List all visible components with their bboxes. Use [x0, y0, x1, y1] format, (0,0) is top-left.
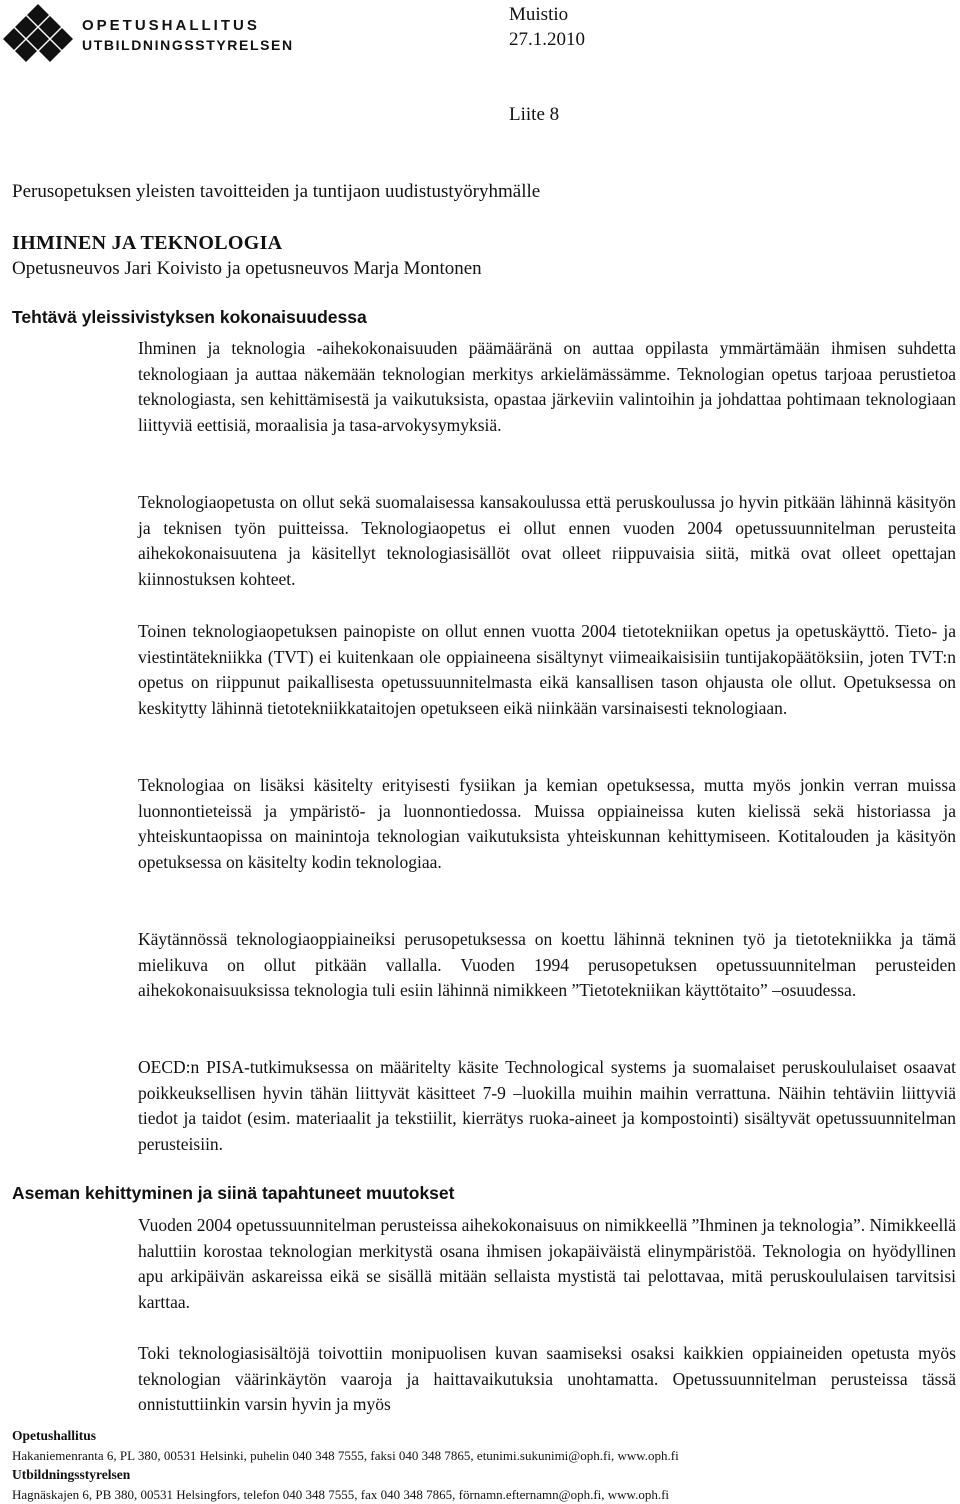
paragraph: Toki teknologiasisältöjä toivottiin monipuolisen kuvan saamiseksi osaksi kaikkien oppiaineiden opetusta myös teknologian väärinkäytön vaaroja ja haittavaikutuksia unohtamatta. Opetussuunnitelman perusteissa tässä onnistuttiinkin varsin hyvin ja myös: [138, 1343, 956, 1415]
footer-org-sv: Utbildningsstyrelsen: [12, 1467, 131, 1482]
footer-address-fi: Hakaniemenranta 6, PL 380, 00531 Helsinki, puhelin 040 348 7555, faksi 040 348 7865, etunimi.sukunimi@oph.fi, www.oph.fi: [12, 1447, 679, 1463]
paragraph: OECD:n PISA-tutkimuksessa on määritelty käsite Technological systems ja suomalaiset peruskoululaiset osaavat poikkeuksellisen hyvin tähän liittyvät käsitteet 7-9 –luokilla muihin maihin verrattuna. Näihin tehtäviin liittyviä tiedot ja taidot (esim. materiaalit ja tekstiilit, kierrätys ruoka-aineet ja kompostointi) sisältyvät opetussuunnitelman perusteisiin.: [138, 1057, 956, 1154]
recipient-line: Perusopetuksen yleisten tavoitteiden ja tuntijaon uudistustyöryhmälle: [12, 181, 541, 202]
paragraph: Käytännössä teknologiaoppiaineiksi perusopetuksessa on koettu lähinnä tekninen työ ja tietotekniikka ja tämä mielikuva on ollut pitkään vallalla. Vuoden 1994 perusopetuksen opetussuunnitelman perusteiden aihekokonaisuuksissa teknologia tuli esiin lähinnä nimikkeen ”Tietotekniikan käyttötaito” –osuudessa.: [138, 929, 956, 1001]
paragraph: Teknologiaa on lisäksi käsitelty erityisesti fysiikan ja kemian opetuksessa, mutta myös jonkin verran muissa luonnontieteissä ja ympäristö- ja luonnontiedossa. Muissa oppiaineissa kuten kielissä sekä historiassa ja yhteiskuntaopissa on mainintoja teknologian vaikutuksista yhteiskunnan kehittymiseen. Kotitalouden ja käsityön opetuksessa on käsitelty kodin teknologiaa.: [138, 775, 956, 872]
paragraph: Teknologiaopetusta on ollut sekä suomalaisessa kansakoulussa että peruskoulussa jo hyvin pitkään lähinnä käsityön ja teknisen työn puitteissa. Teknologiaopetus ei ollut ennen vuoden 2004 opetussuunnitelman perusteita aihekokonaisuutena ja käsitellyt teknologiasisällöt ovat olleet riippuvaisia siitä, mitkä ovat olleet opettajan kiinnostuksen kohteet.: [138, 492, 956, 589]
diamond-grid-logo-icon: [2, 3, 74, 65]
document-date: 27.1.2010: [509, 29, 585, 50]
page-footer: [12, 1426, 952, 1504]
paragraph: Ihminen ja teknologia -aihekokonaisuuden päämääränä on auttaa oppilasta ymmärtämään ihmisen suhdetta teknologiaan ja auttaa näkemään teknologian merkitys arkielämässämme. Teknologian opetus tarjoaa perustietoa teknologiasta, sen kehittämisestä ja vaikutuksista, opastaa järkeviin valintoihin ja johdattaa pohtimaan teknologiaan liittyviä eettisiä, moraalisia ja tasa-arvokysymyksiä.: [138, 338, 956, 435]
authors-line: Opetusneuvos Jari Koivisto ja opetusneuvos Marja Montonen: [12, 258, 482, 279]
footer-address-sv: Hagnäskajen 6, PB 380, 00531 Helsingfors, telefon 040 348 7555, fax 040 348 7865, förnamn.efternamn@oph.fi, www.oph.fi: [12, 1486, 670, 1502]
logo-text-secondary: UTBILDNINGSSTYRELSEN: [82, 37, 294, 53]
topic-title: IHMINEN JA TEKNOLOGIA: [12, 232, 283, 254]
appendix-label: Liite 8: [509, 104, 560, 125]
document-type: Muistio: [509, 4, 569, 25]
section-heading: Tehtävä yleissivistyksen kokonaisuudessa: [12, 307, 367, 327]
paragraph: Vuoden 2004 opetussuunnitelman perusteissa aihekokonaisuus on nimikkeellä ”Ihminen ja teknologia”. Nimikkeellä haluttiin korostaa teknologian merkitystä osana ihmisen jokapäiväistä elinympäristöä. Teknologia on hyödyllinen apu arkipäivän askareissa eikä se sisällä mitään sellaista mystistä tai pelottavaa, mitä peruskoululaisen tarvitsisi karttaa.: [138, 1215, 956, 1312]
footer-org-fi: Opetushallitus: [12, 1428, 97, 1443]
paragraph: Toinen teknologiaopetuksen painopiste on ollut ennen vuotta 2004 tietotekniikan opetus ja opetuskäyttö. Tieto- ja viestintätekniikka (TVT) ei kuitenkaan ole oppiaineena sisältynyt viimeaikaisisiin tuntijakopäätöksiin, joten TVT:n opetus on riippunut paikallisesta opetussuunnitelmasta eikä kansallisen tason ohjausta ole ollut. Opetuksessa on keskitytty lähinnä tietotekniikkataitojen opetukseen eikä niinkään varsinaisesti teknologiaan.: [138, 621, 956, 718]
logo: [2, 3, 294, 65]
logo-text-primary: OPETUSHALLITUS: [82, 17, 260, 34]
section-heading: Aseman kehittyminen ja siinä tapahtuneet muutokset: [12, 1183, 455, 1203]
